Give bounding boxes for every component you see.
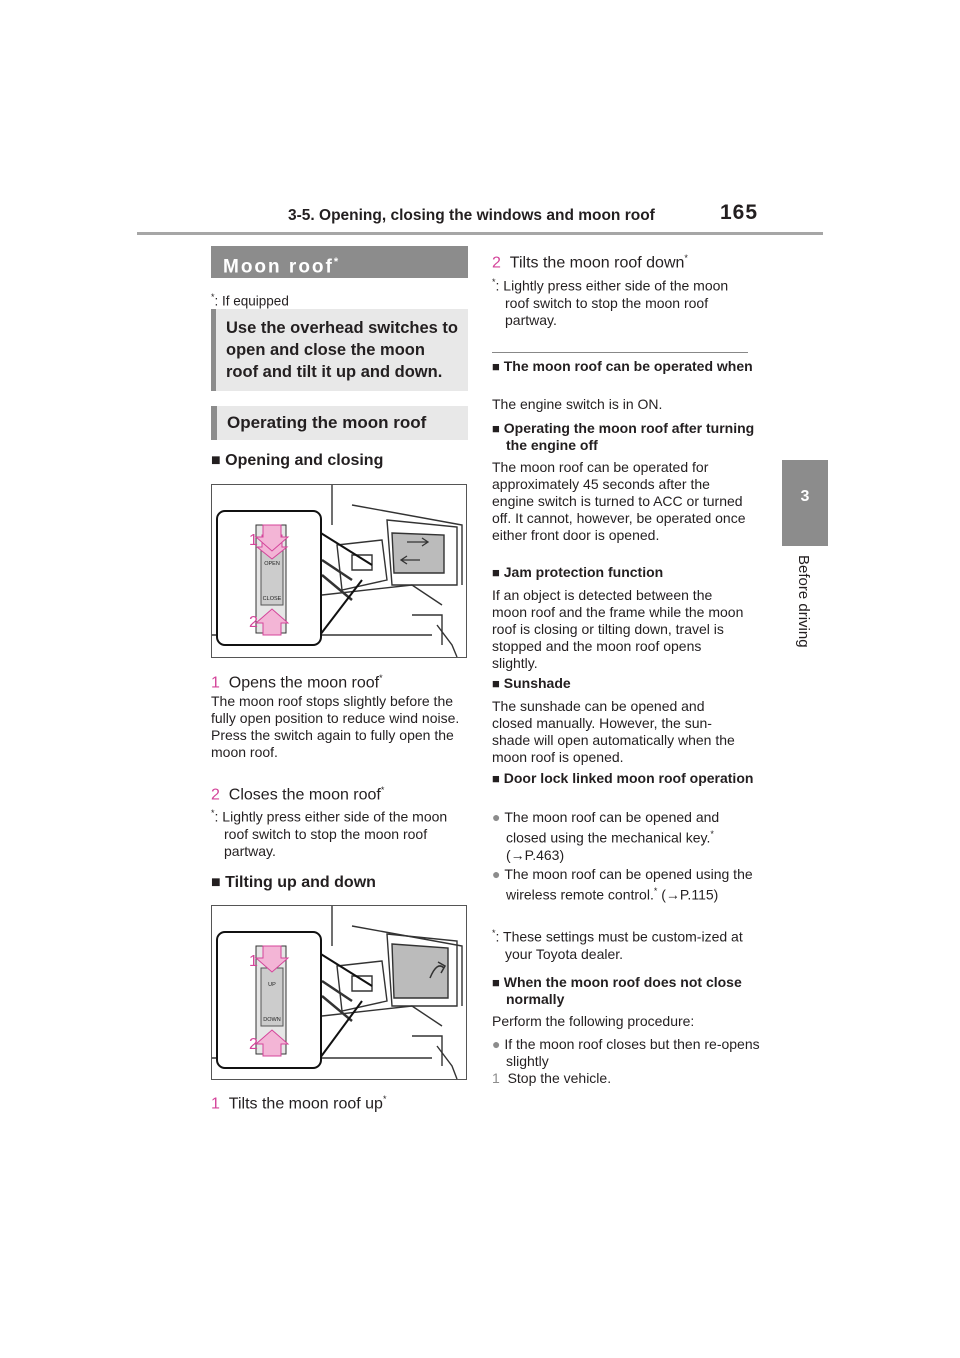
sec5-bullet-2: ● The moon roof can be opened using the wireless remote control.* (→P.115) [492,866,753,903]
sec4-body: The sunshade can be opened and closed manually. However, the sun-shade will open automatically when the moon roof is opened. [492,698,735,765]
step-2-close: 2 Closes the moon roof* [211,785,385,804]
section-title: 3-5. Opening, closing the windows and moon roof [288,207,655,224]
star-note-1: *: Lightly press either side of the moon roof switch to stop the moon roof partway. [211,808,448,859]
star-note-3: *: These settings must be custom-ized at your Toyota dealer. [492,928,743,962]
close-label: CLOSE [262,596,282,602]
tilting-heading: ■ Tilting up and down [211,874,376,891]
figure1-callout-2: 2 [249,614,258,631]
chapter-number: 3 [800,488,810,505]
sec5-heading: ■ Door lock linked moon roof operation [492,770,754,786]
section-divider [492,352,748,353]
moon-roof-title-bar [211,246,468,278]
intro-box: Use the overhead switches to open and close the moon roof and tilt it up and down. [211,309,468,391]
sec6-heading: ■ When the moon roof does not close normally [492,974,742,1007]
step-2-tilt-down: 2 Tilts the moon roof down* [492,253,688,272]
sec1-body: The engine switch is in ON. [492,396,663,412]
up-label: UP [268,982,276,988]
header-divider [137,232,823,235]
sec2-body: The moon roof can be operated for approximately 45 seconds after the engine switch is turned to ACC or turned off. It cannot, however, be operated once either front door is opened. [492,459,746,543]
opening-closing-heading: ■ Opening and closing [211,452,384,469]
sec2-heading: ■ Operating the moon roof after turning the engine off [492,420,755,453]
figure1-callout-1: 1 [249,532,258,549]
page-number: 165 [720,201,759,224]
step-1-tilt-up: 1 Tilts the moon roof up* [211,1094,387,1113]
sec3-heading: ■ Jam protection function [492,564,664,580]
star-note-2: *: Lightly press either side of the moon roof switch to stop the moon roof partway. [492,277,729,328]
open-label: OPEN [264,561,280,567]
sec6-bullet-1: ● If the moon roof closes but then re-opens slightly [492,1036,760,1069]
footnote-if-equipped: *: If equipped [211,292,289,309]
figure-tilt [211,905,467,1080]
tilt-illustration [212,906,466,1079]
chapter-title: Before driving [795,555,812,648]
figure2-callout-1: 1 [249,953,258,970]
operating-heading: Operating the moon roof [211,406,468,440]
step-1-open: 1 Opens the moon roof* [211,673,383,692]
figure-open-close [211,484,467,658]
moon-roof-title: Moon roof [223,256,334,278]
sec5-bullet-1: ● The moon roof can be opened and closed using the mechanical key.* (→P.463) [492,809,720,863]
sec1-heading: ■ The moon roof can be operated when [492,358,753,374]
sec6-body: Perform the following procedure: [492,1013,695,1029]
open-close-illustration [212,485,466,657]
title-star: * [333,256,339,268]
down-label: DOWN [263,1017,281,1023]
sec6-step-1: 1 Stop the vehicle. [492,1070,612,1086]
sec3-body: If an object is detected between the moon roof and the frame while the moon roof is closing or tilting down, travel is stopped and the moon roof opens slightly. [492,587,744,671]
figure2-callout-2: 2 [249,1036,258,1053]
step-1-description: The moon roof stops slightly before the fully open position to reduce wind noise. Press the switch again to fully open the moon roof. [211,693,460,760]
sec4-heading: ■ Sunshade [492,675,571,691]
